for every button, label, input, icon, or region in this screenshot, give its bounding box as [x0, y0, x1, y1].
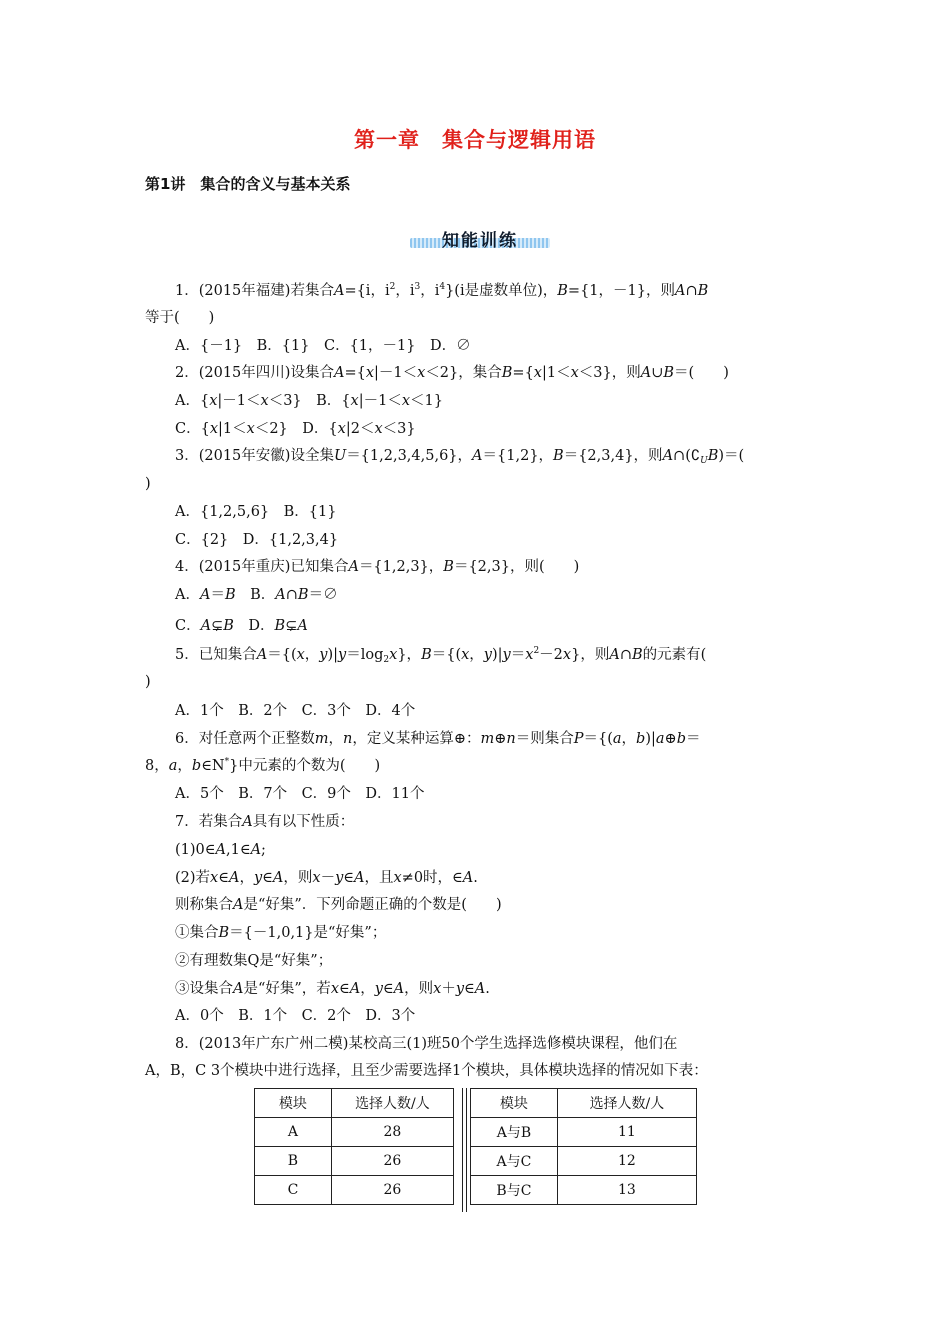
q5-options: A．1个 B．2个 C．3个 D．4个	[175, 703, 416, 719]
table-cell: 28	[331, 1118, 453, 1147]
q1-line2: 等于( )	[145, 310, 215, 326]
q6-options: A．5个 B．7个 C．9个 D．11个	[175, 786, 425, 802]
table-cell: 26	[331, 1176, 453, 1205]
table-separator	[462, 1088, 463, 1212]
table-row	[255, 1176, 454, 1205]
table-cell: 11	[557, 1118, 696, 1147]
table-cell: A与C	[471, 1147, 558, 1176]
banner-text: 知能训练	[442, 231, 518, 251]
table-header-row	[255, 1089, 454, 1118]
q8-line1: 8．(2013年广东广州二模)某校高三(1)班50个学生选择选修模块课程，他们在	[175, 1036, 678, 1052]
q5-line2: )	[145, 674, 151, 690]
table-cell: A	[255, 1118, 332, 1147]
q4-options-ab: A．A＝B B．A∩B＝∅	[175, 587, 338, 603]
table-header-row	[471, 1089, 697, 1118]
q7-statement2: ②有理数集Q是“好集”；	[175, 953, 333, 969]
module-pair-table	[470, 1088, 697, 1205]
table-cell: B与C	[471, 1176, 558, 1205]
table-row	[471, 1118, 697, 1147]
q3-options-ab: A．{1,2,5,6} B．{1}	[175, 504, 337, 520]
q4-options-cd: C．A⊊B D．B⊊A	[175, 618, 308, 634]
table-cell: A与B	[471, 1118, 558, 1147]
table-header-cell: 模块	[471, 1089, 558, 1118]
q6-line1: 6．对任意两个正整数m，n，定义某种运算⊕：m⊕n＝则集合P＝{(a，b)|a⊕b＝	[175, 731, 701, 747]
q1-options: A．{－1} B．{1} C．{1，－1} D．∅	[175, 338, 471, 354]
table-cell: 26	[331, 1147, 453, 1176]
q7-property2: (2)若x∈A，y∈A，则x－y∈A，且x≠0时，∈A.	[175, 870, 478, 886]
table-separator	[466, 1088, 467, 1212]
q7-property1: (1)0∈A,1∈A;	[175, 842, 266, 858]
table-cell: B	[255, 1147, 332, 1176]
table-header-cell: 模块	[255, 1089, 332, 1118]
q3-line1: 3．(2015年安徽)设全集U＝{1,2,3,4,5,6}，A＝{1,2}，B＝{2,3,4}，则$A\cap(∁_UB)=$(	[175, 448, 745, 466]
table-cell: C	[255, 1176, 332, 1205]
q2-options-ab: A．{x|－1＜x＜3} B．{x|－1＜x＜1}	[175, 393, 443, 409]
q2-options-cd: C．{x|1＜x＜2} D．{x|2＜x＜3}	[175, 421, 416, 437]
lesson-title: 第1讲 集合的含义与基本关系	[145, 175, 351, 193]
q7-definition: 则称集合A是“好集”．下列命题正确的个数是( )	[175, 897, 502, 913]
q3-line2: )	[145, 476, 151, 492]
q3-options-cd: C．{2} D．{1,2,3,4}	[175, 532, 339, 548]
table-row	[471, 1176, 697, 1205]
table-cell: 12	[557, 1147, 696, 1176]
table-row	[255, 1118, 454, 1147]
table-row	[471, 1147, 697, 1176]
table-header-cell: 选择人数/人	[557, 1089, 696, 1118]
section-banner	[410, 226, 550, 250]
q7-statement3: ③设集合A是“好集”，若x∈A，y∈A，则x＋y∈A.	[175, 981, 490, 997]
q6-line2: 8，a，b∈N*}中元素的个数为( )	[145, 757, 381, 774]
q7-options: A．0个 B．1个 C．2个 D．3个	[175, 1008, 416, 1024]
q2-line1: 2．(2015年四川)设集合A={x|－1＜x＜2}，集合B={x|1＜x＜3}，则A∪B＝( )	[175, 365, 729, 381]
q4-line1: 4．(2015年重庆)已知集合A＝{1,2,3}，B＝{2,3}，则( )	[175, 559, 580, 575]
chapter-title: 第一章 集合与逻辑用语	[354, 128, 596, 152]
q1-line1: 1．(2015年福建)若集合A={i，$i^2$，$i^3$，$i^4\}(i$是虚数单位)，B={1，－1}，则A∩B	[175, 282, 709, 299]
q5-line1: 5．已知集合A＝{(x，$y)|y=\log_2x$}，B＝{(x，$y)|y=x^2-2x$}，则A∩B的元素有(	[175, 646, 707, 665]
table-cell: 13	[557, 1176, 696, 1205]
table-header-cell: 选择人数/人	[331, 1089, 453, 1118]
q7-statement1: ①集合B＝{－1,0,1}是“好集”；	[175, 925, 387, 941]
table-row	[255, 1147, 454, 1176]
module-selection-tables	[254, 1088, 697, 1212]
q8-line2: A，B，C 3个模块中进行选择，且至少需要选择1个模块，具体模块选择的情况如下表：	[145, 1063, 708, 1079]
single-module-table	[254, 1088, 454, 1205]
q7-intro: 7．若集合A具有以下性质：	[175, 814, 355, 830]
